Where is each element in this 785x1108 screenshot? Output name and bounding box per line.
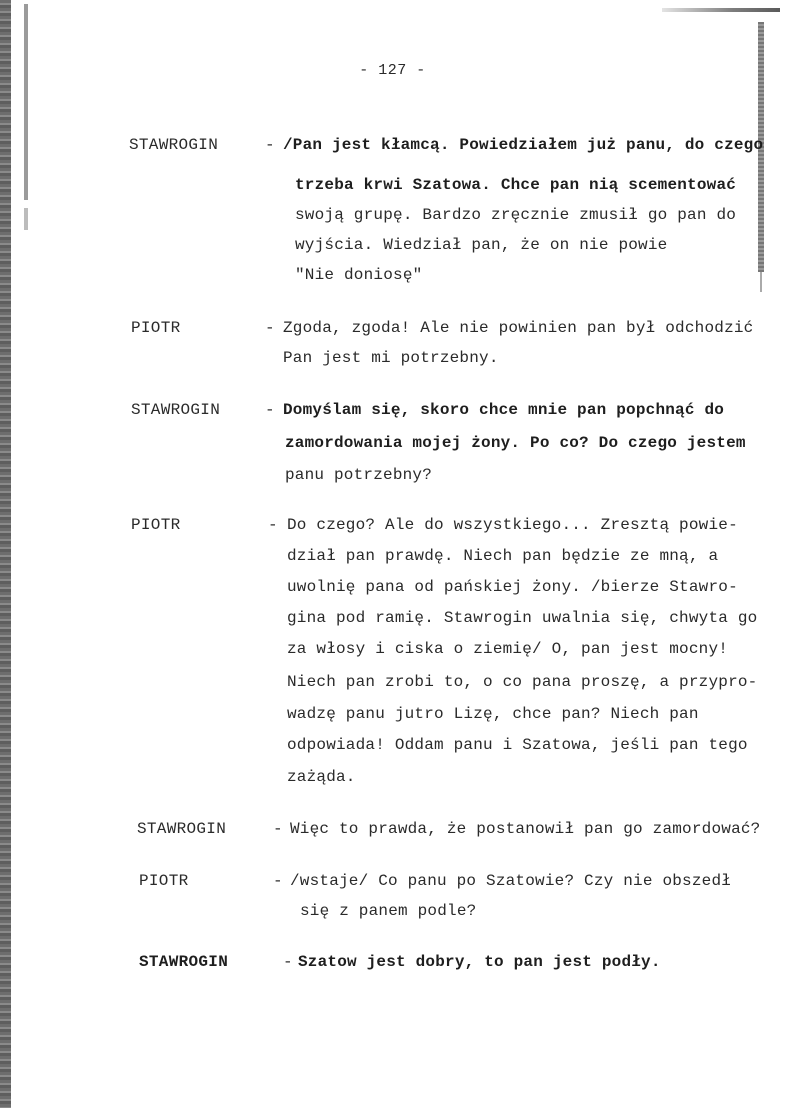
dialogue-line: Do czego? Ale do wszystkiego... Zresztą powie- [287, 516, 738, 534]
dialogue-line: Pan jest mi potrzebny. [283, 349, 499, 367]
margin-bar-right-faint [760, 272, 762, 292]
dialogue-line: wyjścia. Wiedział pan, że on nie powie [295, 236, 668, 254]
dialogue-line: panu potrzebny? [285, 466, 433, 484]
dash: - [265, 401, 275, 419]
dialogue-line: trzeba krwi Szatowa. Chce pan nią scementować [295, 176, 737, 194]
dialogue-line: się z panem podle? [300, 902, 477, 920]
dialogue-line: /wstaje/ Co panu po Szatowie? Czy nie obszedł [290, 872, 732, 890]
dialogue-line: Niech pan zrobi to, o co pana proszę, a przypro- [287, 673, 758, 691]
dialogue-line: za włosy i ciska o ziemię/ O, pan jest mocny! [287, 640, 729, 658]
dialogue-line: "Nie doniosę" [295, 266, 423, 284]
dash: - [283, 953, 293, 971]
dialogue-line: Szatow jest dobry, to pan jest podły. [298, 953, 661, 971]
dialogue-line: uwolnię pana od pańskiej żony. /bierze Stawro- [287, 578, 738, 596]
scan-edge-top-right [662, 8, 780, 12]
speaker-name: STAWROGIN [131, 401, 221, 419]
dialogue-line: zażąda. [287, 768, 356, 786]
speaker-name: STAWROGIN [137, 820, 227, 838]
dialogue-line: Zgoda, zgoda! Ale nie powinien pan był odchodzić [283, 319, 754, 337]
dash: - [268, 516, 278, 534]
page-number: - 127 - [359, 62, 426, 79]
dialogue-line: wadzę panu jutro Lizę, chce pan? Niech pan [287, 705, 699, 723]
dialogue-line: swoją grupę. Bardzo zręcznie zmusił go pan do [295, 206, 737, 224]
dialogue-line: Więc to prawda, że postanowił pan go zamordować? [290, 820, 761, 838]
speaker-name: STAWROGIN [129, 136, 219, 154]
dialogue-line: Domyślam się, skoro chce mnie pan popchnąć do [283, 401, 725, 419]
speaker-name: PIOTR [131, 319, 181, 337]
margin-mark [24, 4, 28, 200]
speaker-name: STAWROGIN [139, 953, 229, 971]
dialogue-line: odpowiada! Oddam panu i Szatowa, jeśli pan tego [287, 736, 748, 754]
dash: - [265, 136, 275, 154]
dash: - [273, 872, 283, 890]
dialogue-line: zamordowania mojej żony. Po co? Do czego jestem [285, 434, 746, 452]
dash: - [265, 319, 275, 337]
dialogue-line: gina pod ramię. Stawrogin uwalnia się, chwyta go [287, 609, 758, 627]
dash: - [273, 820, 283, 838]
speaker-name: PIOTR [131, 516, 181, 534]
speaker-name: PIOTR [139, 872, 189, 890]
dialogue-line: /Pan jest kłamcą. Powiedziałem już panu, do czego [283, 136, 764, 154]
margin-mark [24, 208, 28, 230]
dialogue-line: dział pan prawdę. Niech pan będzie ze mną, a [287, 547, 719, 565]
scan-edge-left [0, 0, 11, 1108]
